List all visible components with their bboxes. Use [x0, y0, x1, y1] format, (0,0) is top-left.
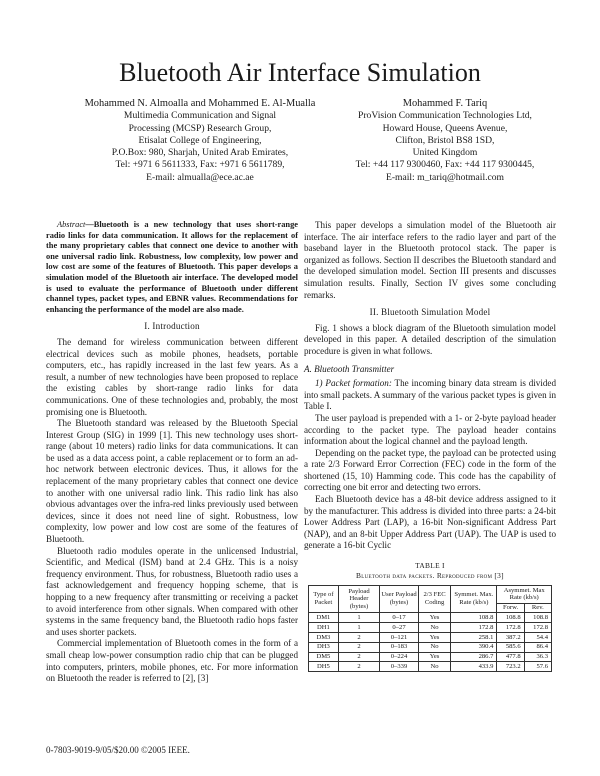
table-row [309, 633, 552, 643]
intro-paragraph: The Bluetooth standard was released by the Bluetooth Special Interest Group (SIG) in 1999 [1]. This new technology uses short-range (about 10 meters) radio links for data communications. It can be used as a data access point, a cable replacement or to form an ad-hoc network between electronic devices. Thus, it allows for the replacement of the many proprietary cables that connect one device to another with one universal radio link. This radio link has also obvious advantages over the infra-red links previously used between devices, since it does not need line of sight. Robustness, low complexity, low power and low cost are some of the features of Bluetooth. [46, 418, 298, 545]
table-cell: 1 [338, 613, 379, 623]
table-cell: DM1 [309, 613, 339, 623]
table-cell: 86.4 [524, 642, 551, 652]
table-cell: 172.8 [497, 623, 524, 633]
table-cell: Yes [418, 613, 450, 623]
abstract-label: Abstract [57, 220, 86, 229]
model-paragraph [304, 378, 556, 413]
intro-paragraph: Bluetooth radio modules operate in the unlicensed Industrial, Scientific, and Medical (ISM) band at 2.4 GHz. This is a noisy frequency environment. Thus, for robustness, Bluetooth radio uses a fast acknowledgement and frequency hopping scheme, that is hopping to a new frequency after transmitting or receiving a packet to avoid interference from other signals. When compared with other systems in the same frequency band, the Bluetooth radio hops faster and uses shorter packets. [46, 545, 298, 637]
left-column [46, 220, 298, 685]
table-cell: 477.8 [497, 652, 524, 662]
table-cell: 0–17 [380, 613, 419, 623]
table-cell: 0–27 [380, 623, 419, 633]
right-column [304, 220, 556, 672]
table-cell: No [418, 662, 450, 672]
author-name-right: Mohammed F. Tariq [402, 98, 488, 109]
table-cell: 387.2 [497, 633, 524, 643]
col-asym: Asymmet. Max Rate (kb/s) [497, 586, 552, 604]
affiliation-line: Processing (MCSP) Research Group, [128, 122, 272, 134]
table-cell: 433.9 [451, 662, 497, 672]
col-forw: Forw. [497, 603, 524, 613]
copyright-footer: 0-7803-9019-9/05/$20.00 ©2005 IEEE. [46, 745, 190, 755]
intro-paragraph: Commercial implementation of Bluetooth comes in the form of a small cheap low-power consumption radio chip that can be plugged into computers, printers, mobile phones, etc. For more information on Bluetooth the reader is referred to [2], [3] [46, 638, 298, 684]
table-cell: 2 [338, 652, 379, 662]
table-cell: 54.4 [524, 633, 551, 643]
table-row [309, 662, 552, 672]
table-cell: DH3 [309, 642, 339, 652]
packet-table [308, 585, 552, 672]
table-cell: 36.3 [524, 652, 551, 662]
table-row [309, 642, 552, 652]
intro-continuation: This paper develops a simulation model of the Bluetooth air interface. The air interface refers to the radio layer and part of the baseband layer in the Bluetooth protocol stack. The paper is organized as follows. Section II describes the Bluetooth standard and the developed simulation model. Section III presents and discusses simulation results. Finally, Section IV gives some concluding remarks. [304, 220, 556, 300]
col-type: Type of Packet [309, 586, 339, 613]
table-cell: 2 [338, 662, 379, 672]
affiliation-line: United Kingdom [412, 147, 478, 159]
table-cell: 172.8 [451, 623, 497, 633]
abstract [46, 220, 298, 315]
affiliation-line: Tel: +44 117 9300460, Fax: +44 117 9300445, [355, 159, 535, 171]
table-cell: 585.6 [497, 642, 524, 652]
affiliation-line: Multimedia Communication and Signal [123, 110, 277, 122]
table-cell: 286.7 [451, 652, 497, 662]
author-block-right [330, 98, 560, 184]
table-cell: 723.2 [497, 662, 524, 672]
table-cell: DM5 [309, 652, 339, 662]
table-cell: 390.4 [451, 642, 497, 652]
model-paragraph: Fig. 1 shows a block diagram of the Bluetooth simulation model developed in this paper. A detailed description of the simulation procedure is given in what follows. [304, 322, 556, 356]
affiliation-line: ProVision Communication Technologies Ltd, [358, 110, 532, 122]
author-email: E-mail: almualla@ece.ac.ae [146, 171, 254, 183]
paper-title: Bluetooth Air Interface Simulation [119, 58, 481, 87]
table-cell: 0–121 [380, 633, 419, 643]
affiliation-line: P.O.Box: 980, Sharjah, United Arab Emirates, [111, 147, 289, 159]
col-header: Payload Header (bytes) [338, 586, 379, 613]
table-row [309, 613, 552, 623]
table-cell: Yes [418, 652, 450, 662]
model-paragraph: The user payload is prepended with a 1- or 2-byte payload header according to the packet type. The payload header contains information about the logical channel and the payload length. [304, 412, 556, 447]
col-fec: 2/3 FEC Coding [418, 586, 450, 613]
author-names-left: Mohammed N. Almoalla and Mohammed E. Al-Mualla [84, 98, 316, 109]
table-row [309, 652, 552, 662]
table-label: TABLE I [415, 561, 445, 571]
table-cell: 57.6 [524, 662, 551, 672]
table-cell: No [418, 623, 450, 633]
table-cell: 1 [338, 623, 379, 633]
table-cell: 2 [338, 633, 379, 643]
table-cell: 172.8 [524, 623, 551, 633]
table-header-row [309, 586, 552, 604]
table-cell: DM3 [309, 633, 339, 643]
col-rev: Rev. [524, 603, 551, 613]
table-cell: 108.8 [497, 613, 524, 623]
table-cell: 108.8 [524, 613, 551, 623]
table-cell: 0–183 [380, 642, 419, 652]
model-paragraph: Depending on the packet type, the payload can be protected using a rate 2/3 Forward Error Correction (FEC) code in the form of the shortened (15, 10) Hamming code. This code has the capability of correcting one bit error and detecting two errors. [304, 447, 556, 493]
subsubsection-heading-packet: 1) Packet formation: [315, 378, 392, 389]
author-block-left [60, 98, 340, 184]
section-heading-model: II. Bluetooth Simulation Model [369, 307, 491, 318]
table-cell: 108.8 [451, 613, 497, 623]
affiliation-line: Howard House, Queens Avenue, [382, 122, 508, 134]
subsection-heading-transmitter: A. Bluetooth Transmitter [304, 363, 395, 374]
intro-paragraph [46, 337, 298, 418]
packet-text: The incoming binary data stream is divided into small packets. A summary of the various packet types is given in Table I. [304, 378, 557, 412]
intro-text: The demand for wireless communication between different electrical devices such as mobile phones, headsets, portable computers, etc., has rapidly increased in the last few years. As a result, a number of new technologies have been proposed to replace the existing cables by short-range radio links for data communications. One of these technologies and, probably, the most promising one is Bluetooth. [46, 336, 298, 417]
author-email: E-mail: m_tariq@hotmail.com [385, 171, 505, 183]
table-caption: Bluetooth data packets. Reproduced from [3] [356, 571, 504, 581]
affiliation-line: Tel: +971 6 5611333, Fax: +971 6 5611789, [115, 159, 285, 171]
section-heading-introduction: I. Introduction [144, 321, 200, 332]
table-cell: 2 [338, 642, 379, 652]
table-row [309, 623, 552, 633]
table-cell: 0–224 [380, 652, 419, 662]
table-cell: Yes [418, 633, 450, 643]
affiliation-line: Etisalat College of Engineering, [138, 134, 262, 146]
col-sym: Symmet. Max. Rate (kb/s) [451, 586, 497, 613]
abstract-text: —Bluetooth is a new technology that uses short-range radio links for data communication. It allows for the replacement of the many proprietary cables that connect one device to another with one universal radio link. Robustness, low complexity, low power and low cost are some of the features of Bluetooth. This paper develops a simulation model of the Bluetooth air interface. The developed model is used to evaluate the performance of Bluetooth under different channel types, packet types, and EBNR values. Recommendations for enhancing the performance of the model are also made. [46, 220, 298, 314]
table-cell: 0–339 [380, 662, 419, 672]
col-user: User Payload (bytes) [380, 586, 419, 613]
table-cell: DH5 [309, 662, 339, 672]
affiliation-line: Clifton, Bristol BS8 1SD, [395, 134, 495, 146]
model-paragraph: Each Bluetooth device has a 48-bit device address assigned to it by the manufacturer. This address is divided into three parts: a 24-bit Lower Address Part (LAP), a 16-bit Non-significant Address Part (NAP), and an 8-bit Upper Address Part (UAP). The UAP is used to generate a 16-bit Cyclic [304, 494, 556, 551]
table-cell: No [418, 642, 450, 652]
table-cell: DH1 [309, 623, 339, 633]
table-cell: 258.1 [451, 633, 497, 643]
